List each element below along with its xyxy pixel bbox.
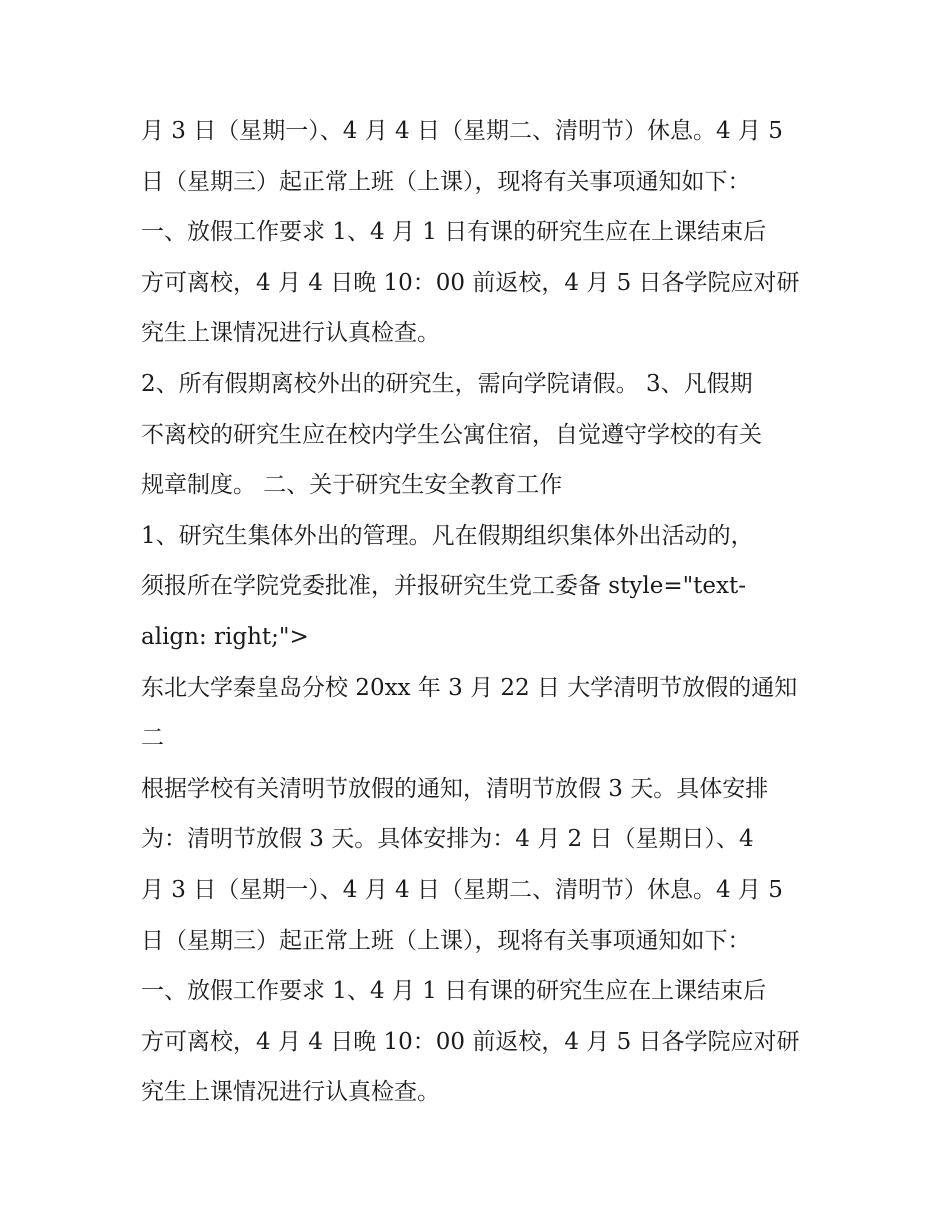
text-line: 规章制度。 二、关于研究生安全教育工作	[141, 472, 563, 499]
text-line: 不离校的研究生应在校内学生公寓住宿，自觉遵守学校的有关	[141, 421, 762, 448]
text-line: 二	[141, 725, 164, 752]
text-line: 月 3 日（星期一）、4 月 4 日（星期二、清明节）休息。4 月 5	[141, 118, 783, 144]
text-line: 方可离校，4 月 4 日晚 10：00 前返校，4 月 5 日各学院应对研	[141, 269, 800, 296]
text-line: 东北大学秦皇岛分校 20xx 年 3 月 22 日 大学清明节放假的通知	[141, 674, 798, 701]
text-line: 一、放假工作要求 1、4 月 1 日有课的研究生应在上课结束后	[141, 978, 767, 1005]
text-line: 日（星期三）起正常上班（上课），现将有关事项通知如下：	[141, 168, 751, 195]
text-line: 日（星期三）起正常上班（上课），现将有关事项通知如下：	[141, 927, 751, 954]
text-line: 1、研究生集体外出的管理。凡在假期组织集体外出活动的，	[141, 522, 754, 549]
text-line: 究生上课情况进行认真检查。	[141, 320, 440, 347]
text-line: 根据学校有关清明节放假的通知，清明节放假 3 天。具体安排	[141, 775, 769, 802]
text-line: 月 3 日（星期一）、4 月 4 日（星期二、清明节）休息。4 月 5	[141, 876, 783, 903]
text-line: 2、所有假期离校外出的研究生，需向学院请假。 3、凡假期	[141, 370, 753, 397]
text-line: align: right;">	[141, 623, 309, 650]
document-body	[141, 106, 821, 1118]
text-line: 一、放假工作要求 1、4 月 1 日有课的研究生应在上课结束后	[141, 219, 767, 246]
text-line: 须报所在学院党委批准，并报研究生党工委备 style="text-	[141, 573, 747, 600]
text-line: 方可离校，4 月 4 日晚 10：00 前返校，4 月 5 日各学院应对研	[141, 1028, 800, 1055]
text-line: 究生上课情况进行认真检查。	[141, 1079, 440, 1106]
text-line: 为：清明节放假 3 天。具体安排为：4 月 2 日（星期日）、4	[141, 826, 754, 853]
